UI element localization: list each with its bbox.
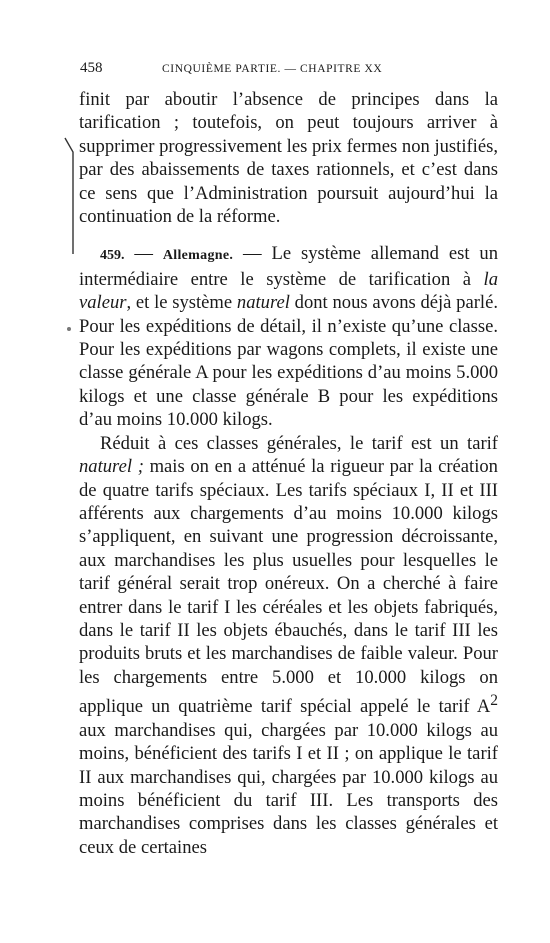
section-text-3: dont nous avons déjà parlé. Pour les expéditions de détail, il n’existe qu’une classe. Pour les expéditions par wagons complets, il existe une classe générale A pour les expéditions d’au moins 5.000 kilogs et une classe générale B pour les expéditions d’au moins 10.000 kilogs. (79, 292, 498, 431)
paragraph-3-italic-1: naturel ; (79, 456, 144, 478)
margin-dot-mark (67, 327, 71, 331)
section-dash: — (124, 243, 163, 265)
section-italic-1: la valeur (79, 268, 498, 314)
paragraph-3-text-3: aux marchandises qui, chargées par 10.000 kilogs au moins, bénéficient des tarifs I et II ; on applique le tarif II aux marchandises qui, chargées par 10.000 kilogs au moins bénéficient du tarif III. Les transports des marchandises comprises dans les classes générales et ceux de certaines (79, 719, 498, 858)
paragraph-3-text-1: Réduit à ces classes générales, le tarif est un tarif (100, 432, 498, 454)
section-text-1: — Le système allemand est un intermédiaire entre le système de tarification à (79, 243, 498, 290)
paragraph-3-superscript: 2 (490, 692, 498, 710)
page-number: 458 (80, 60, 103, 76)
section-italic-2: naturel (236, 292, 290, 314)
paragraph-1: finit par aboutir l’absence de principes dans la tarification ; toutefois, on peut toujours arriver à supprimer progressivement les prix fermes non justifiés, par des abaissements de taxes rationnels, et c’est dans ce sens que l’Administration poursuit aujourd’hui la continuation de la réforme. (79, 89, 498, 228)
body-text (79, 88, 498, 859)
running-header (80, 60, 500, 80)
paragraph-section-459 (79, 242, 498, 431)
section-title: Allemagne. (162, 248, 234, 264)
paragraph-3-text-2: mais on en a atténué la rigueur par la création de quatre tarifs spéciaux. Les tarifs spéciaux I, II et III afférents aux chargements d’au moins 10.000 kilogs s’appliquent, en suivant une progression décroissante, aux marchandises les plus usuelles pour lesquelles le tarif général serait trop onéreux. On a cherché à faire entrer dans le tarif I les céréales et les objets fabriqués, dans le tarif II les objets ébauchés, dans le tarif III les produits bruts et les marchandises de faible valeur. Pour les chargements entre 5.000 et 10.000 kilogs on applique un quatrième tarif spécial appelé le tarif A (79, 456, 498, 718)
section-number: 459. (100, 248, 125, 264)
running-title: CINQUIÈME PARTIE. — CHAPITRE XX (162, 63, 383, 75)
section-text-2: , et le système (126, 292, 237, 314)
paragraph-3 (79, 432, 498, 860)
